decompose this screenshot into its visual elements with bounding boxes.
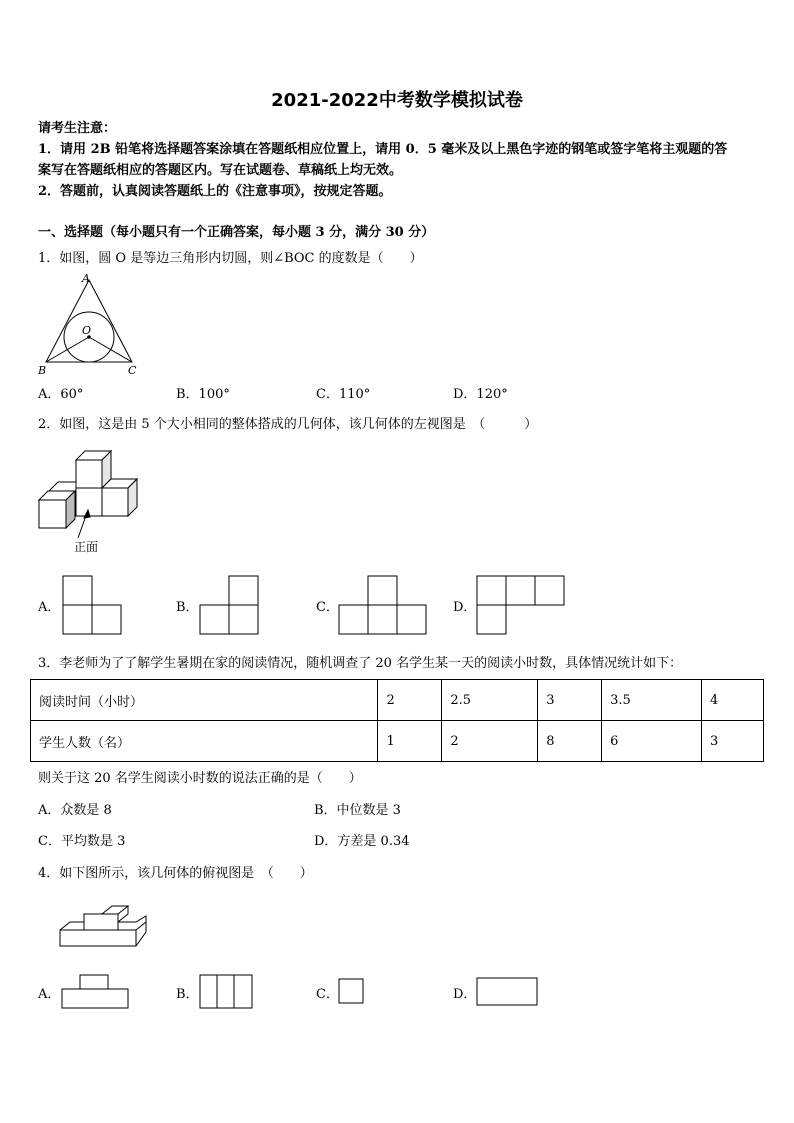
q2-stem: 2．如图，这是由 5 个大小相同的整体搭成的几何体，该几何体的左视图是 （ ）	[38, 417, 538, 432]
q1-triangle-figure	[36, 270, 146, 378]
q2-cubes-figure	[36, 448, 144, 540]
table-cell: 3	[702, 721, 764, 762]
table-cell: 2	[442, 721, 538, 762]
table-cell: 学生人数（名）	[31, 721, 378, 762]
table-cell: 2.5	[442, 680, 538, 721]
q1-option-d: D．120°	[453, 387, 508, 402]
q2-option-d-figure	[476, 575, 566, 635]
page-title: 2021-2022中考数学模拟试卷	[271, 90, 523, 111]
q2-option-c: C．	[316, 600, 339, 615]
notice-item-2: 2．答题前，认真阅读答题纸上的《注意事项》，按规定答题。	[38, 184, 392, 199]
q4-option-b: B．	[176, 987, 199, 1002]
center-label-o: O	[82, 324, 92, 337]
q4-solid-figure	[56, 902, 150, 950]
table-cell: 4	[702, 680, 764, 721]
q3-option-d: D．方差是 0.34	[314, 834, 410, 849]
table-cell: 阅读时间（小时）	[31, 680, 378, 721]
q2-front-label: 正面	[74, 540, 99, 554]
q1-option-c: C．110°	[316, 387, 371, 402]
table-cell: 1	[378, 721, 442, 762]
q2-option-c-figure	[338, 575, 428, 635]
notice-item-1-line-2: 案写在答题纸相应的答题区内。写在试题卷、草稿纸上均无效。	[38, 163, 403, 178]
table-cell: 3	[538, 680, 602, 721]
q4-option-d: D．	[453, 987, 477, 1002]
table-cell: 2	[378, 680, 442, 721]
q3-option-c: C．平均数是 3	[38, 834, 126, 849]
vertex-label-b: B	[38, 364, 47, 377]
q2-option-b-figure	[199, 575, 261, 635]
vertex-label-a: A	[82, 272, 90, 285]
table-cell: 3.5	[602, 680, 702, 721]
section-heading: 一、选择题（每小题只有一个正确答案，每小题 3 分，满分 30 分）	[38, 225, 435, 240]
q1-option-b: B．100°	[176, 387, 230, 402]
vertex-label-c: C	[128, 364, 137, 377]
q3-option-b: B．中位数是 3	[314, 803, 401, 818]
q3-option-a: A．众数是 8	[38, 803, 112, 818]
q4-option-d-figure	[476, 977, 540, 1007]
table-row	[31, 680, 764, 721]
q4-option-c-figure	[338, 978, 366, 1006]
q1-option-a: A．60°	[38, 387, 84, 402]
q2-option-a: A．	[38, 600, 61, 615]
q2-option-d: D．	[453, 600, 477, 615]
q3-data-table	[30, 679, 764, 762]
notice-item-1-line-1: 1．请用 2B 铅笔将选择题答案涂填在答题纸相应位置上，请用 0．5 毫米及以上黑色字迹的钢笔或签字笔将主观题的答	[38, 142, 728, 157]
table-cell: 6	[602, 721, 702, 762]
q3-stem: 3．李老师为了了解学生暑期在家的阅读情况，随机调查了 20 名学生某一天的阅读小时数，具体情况统计如下：	[38, 656, 683, 671]
notice-heading: 请考生注意：	[38, 121, 117, 136]
q4-option-b-figure	[198, 974, 256, 1010]
q4-stem: 4．如下图所示，该几何体的俯视图是 （ ）	[38, 866, 313, 881]
q1-stem: 1．如图，圆 O 是等边三角形内切圆，则∠BOC 的度数是（ ）	[38, 251, 423, 266]
q3-followup: 则关于这 20 名学生阅读小时数的说法正确的是（ ）	[38, 771, 362, 786]
q2-option-b: B．	[176, 600, 199, 615]
table-row	[31, 721, 764, 762]
equilateral-triangle	[46, 280, 132, 362]
table-cell: 8	[538, 721, 602, 762]
q4-option-a: A．	[38, 987, 61, 1002]
q4-option-c: C．	[316, 987, 339, 1002]
q4-option-a-figure	[60, 974, 130, 1010]
q2-option-a-figure	[62, 575, 124, 635]
